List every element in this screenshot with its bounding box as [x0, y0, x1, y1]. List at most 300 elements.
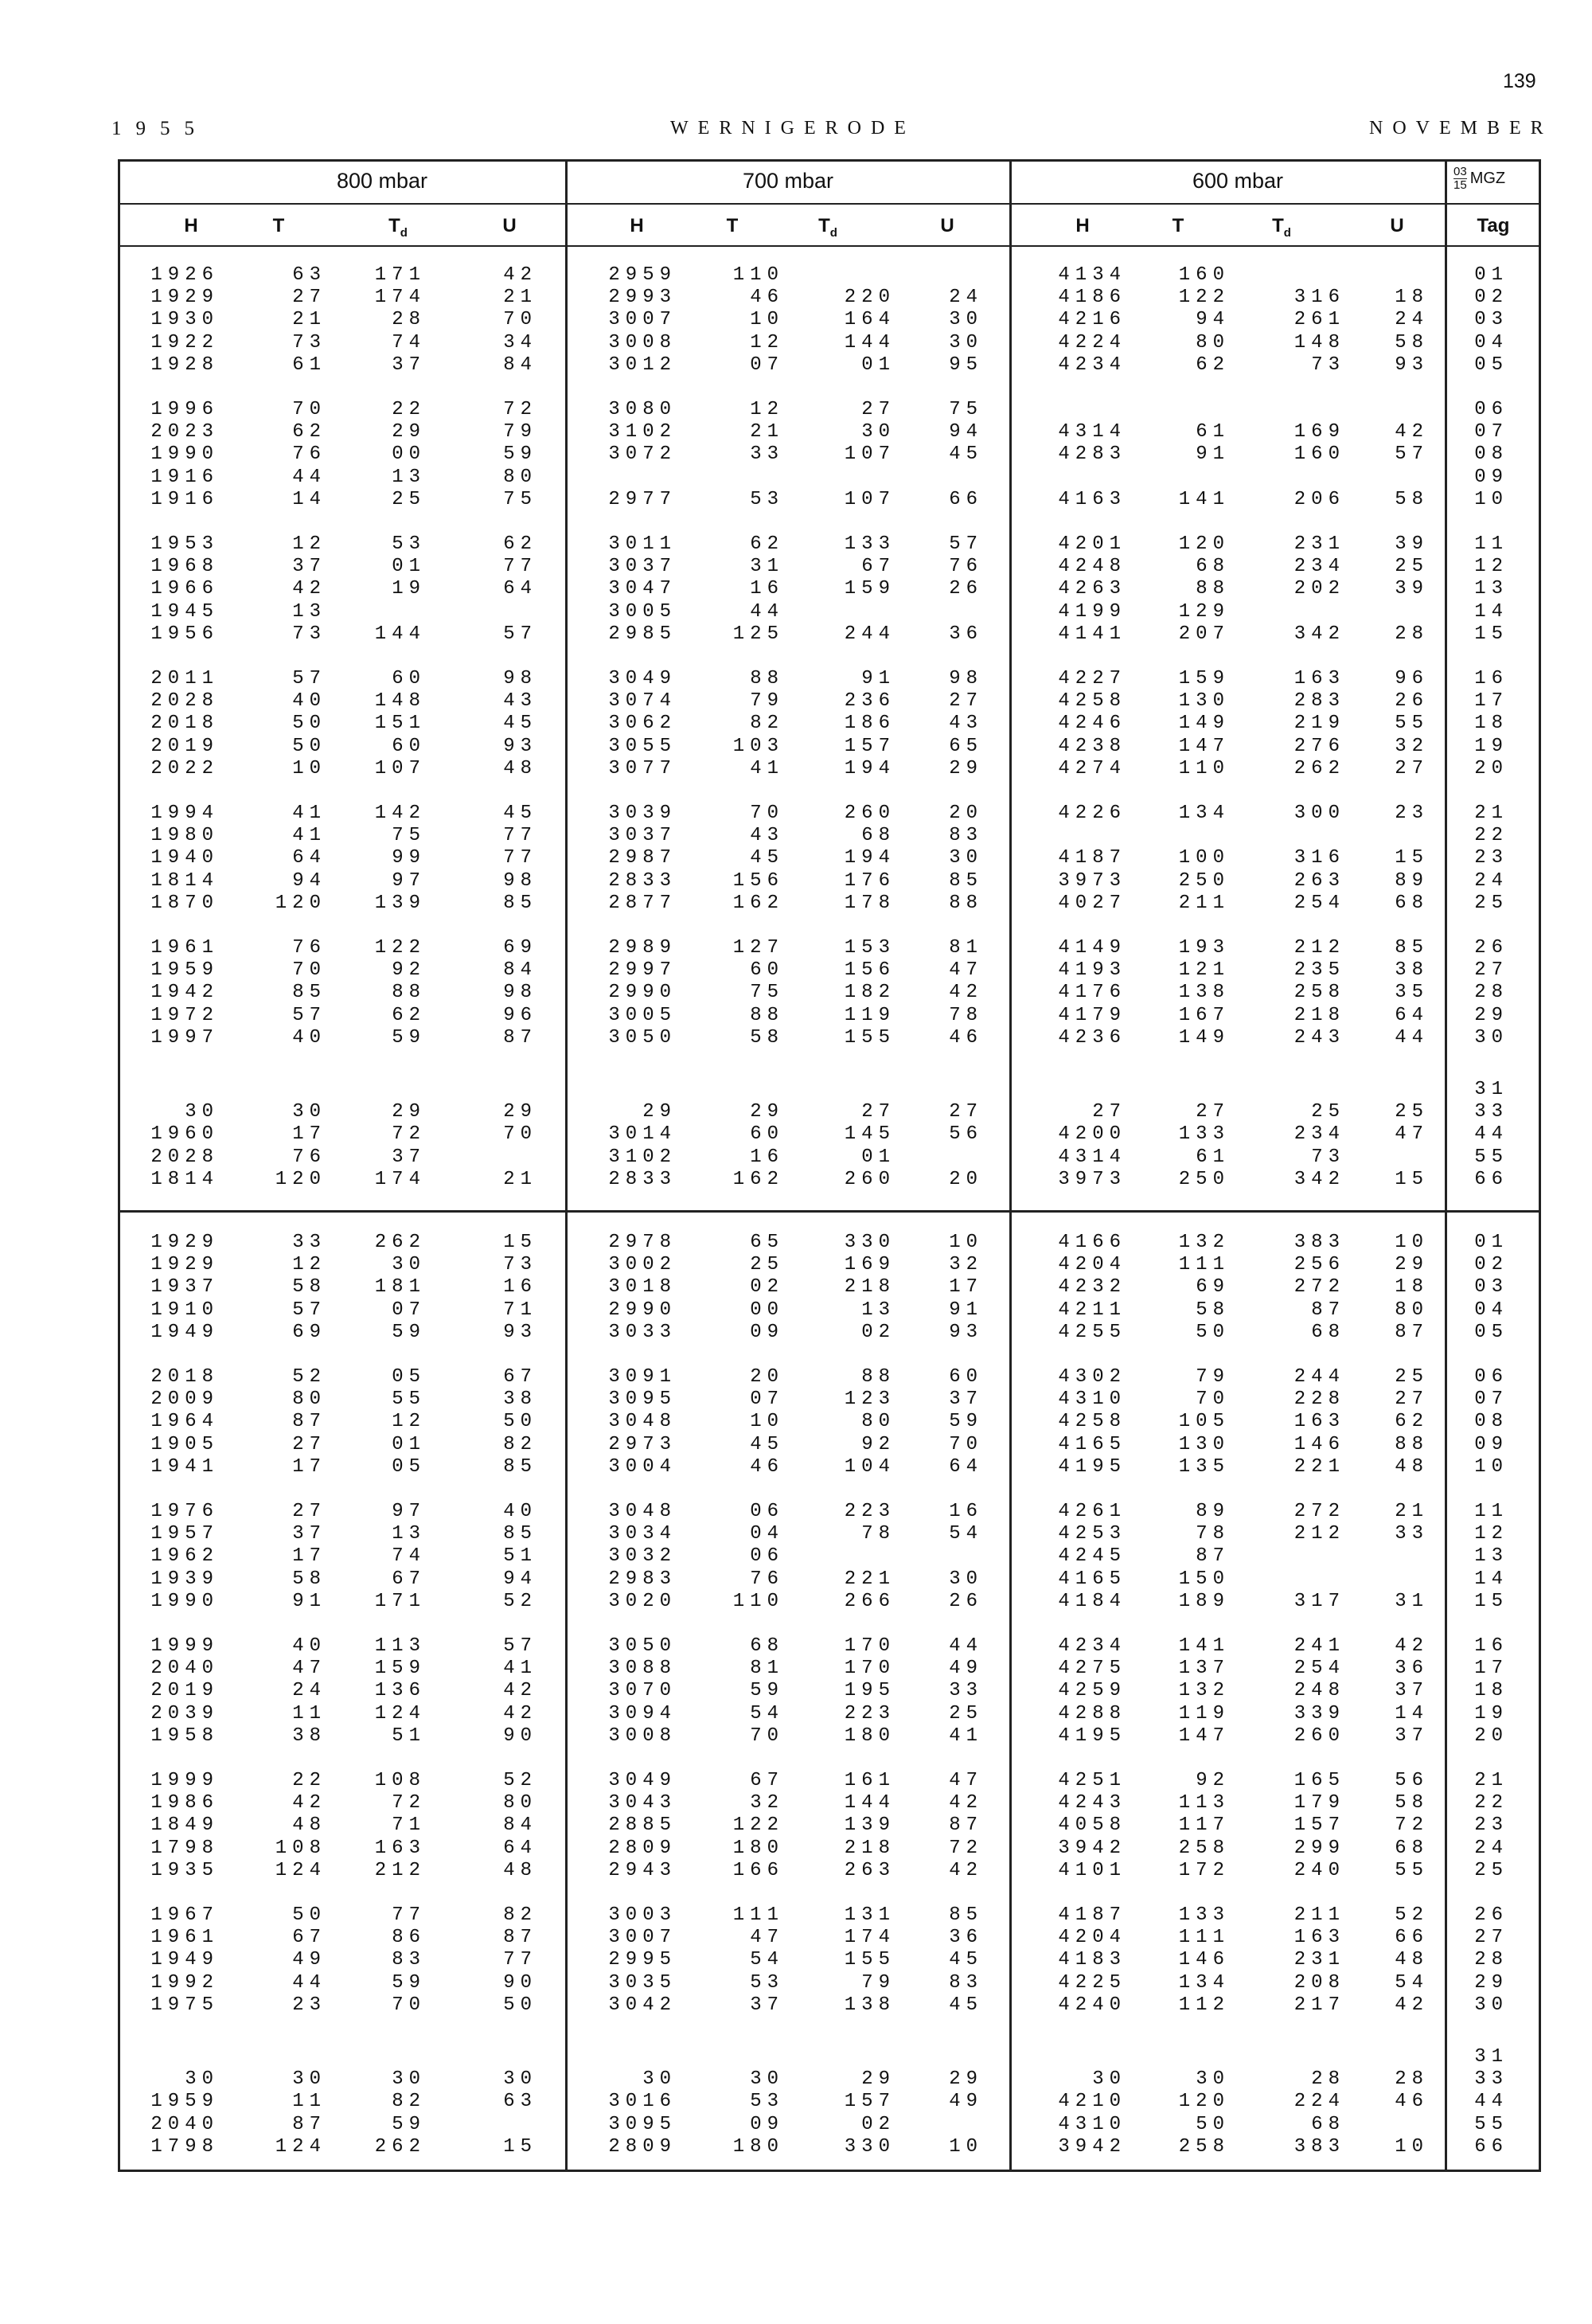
value-cell: 212 [374, 1859, 426, 1881]
value-cell: 44 [949, 1635, 983, 1657]
column-header-label: H [1075, 215, 1090, 236]
value-cell: 4240 [1058, 1994, 1126, 2016]
value-cell: 2997 [608, 959, 677, 982]
value-cell: 3011 [608, 533, 677, 555]
value-cell: 206 [1294, 488, 1345, 510]
value-cell: 99 [392, 847, 426, 869]
value-cell: 137 [1178, 1658, 1230, 1680]
value-cell: 123 [844, 1389, 896, 1411]
value-cell: 50 [1196, 1321, 1230, 1343]
value-cell: 95 [949, 353, 983, 376]
column-header [255, 215, 302, 237]
value-cell: 330 [844, 2135, 896, 2158]
value-cell: 1967 [150, 1904, 219, 1926]
value-cell: 151 [374, 713, 426, 735]
value-cell: 77 [503, 556, 537, 578]
day-cell: 05 [1474, 353, 1508, 376]
value-cell: 79 [750, 690, 784, 713]
value-cell: 189 [1178, 1590, 1230, 1612]
value-cell: 82 [750, 713, 784, 735]
value-cell: 07 [392, 1299, 426, 1321]
value-cell: 47 [1395, 1123, 1429, 1146]
value-cell: 57 [503, 1635, 537, 1657]
value-cell: 221 [844, 1568, 896, 1590]
value-cell: 52 [503, 1590, 537, 1612]
value-cell: 39 [1395, 578, 1429, 600]
value-cell: 81 [949, 937, 983, 959]
value-cell: 160 [1178, 264, 1230, 286]
value-cell: 45 [750, 1433, 784, 1455]
value-cell: 1992 [150, 1971, 219, 1994]
value-cell: 71 [392, 1814, 426, 1837]
value-cell: 164 [844, 309, 896, 331]
value-cell: 4193 [1058, 959, 1126, 982]
value-cell: 141 [1178, 488, 1230, 510]
value-cell: 24 [949, 287, 983, 309]
value-cell: 3002 [608, 1254, 677, 1276]
day-cell: 33 [1474, 2068, 1508, 2091]
value-cell: 4187 [1058, 847, 1126, 869]
value-cell: 49 [292, 1949, 326, 1971]
value-cell: 40 [292, 1026, 326, 1049]
value-cell: 223 [844, 1501, 896, 1522]
value-cell: 147 [1178, 735, 1230, 757]
value-cell: 258 [1294, 982, 1345, 1004]
value-cell: 53 [750, 2091, 784, 2113]
value-cell: 1814 [150, 869, 219, 892]
day-cell: 23 [1474, 1814, 1508, 1837]
value-cell: 4101 [1058, 1859, 1126, 1881]
value-cell: 4224 [1058, 331, 1126, 353]
value-cell: 4302 [1058, 1366, 1126, 1388]
day-cell: 12 [1474, 556, 1508, 578]
value-cell: 260 [1294, 1724, 1345, 1747]
value-cell: 88 [1395, 1433, 1429, 1455]
value-cell: 4216 [1058, 309, 1126, 331]
value-cell: 25 [392, 488, 426, 510]
value-cell: 1961 [150, 1927, 219, 1949]
day-cell: 10 [1474, 1455, 1508, 1478]
header-year: 1955 [111, 118, 209, 139]
value-cell: 70 [392, 1994, 426, 2016]
value-cell: 263 [1294, 869, 1345, 892]
value-cell: 1962 [150, 1545, 219, 1568]
value-cell: 29 [642, 1101, 677, 1123]
value-cell: 169 [844, 1254, 896, 1276]
column-header-label: U [502, 215, 517, 236]
value-cell: 57 [292, 668, 326, 689]
value-cell: 2993 [608, 287, 677, 309]
value-cell: 4314 [1058, 421, 1126, 443]
value-cell: 27 [1196, 1101, 1230, 1123]
value-cell: 87 [292, 1411, 326, 1433]
column-header [1258, 215, 1305, 240]
day-cell: 06 [1474, 1366, 1508, 1388]
header-month: NOVEMBER [1369, 118, 1553, 139]
value-cell: 1929 [150, 1232, 219, 1253]
value-cell: 02 [861, 2113, 896, 2135]
value-cell: 4211 [1058, 1299, 1126, 1321]
value-cell: 40 [503, 1501, 537, 1522]
value-cell: 17 [292, 1123, 326, 1146]
value-cell: 1928 [150, 353, 219, 376]
value-cell: 80 [503, 1792, 537, 1814]
value-cell: 88 [949, 892, 983, 914]
value-cell: 157 [1294, 1814, 1345, 1837]
column-header-label: H [184, 215, 198, 236]
value-cell: 64 [949, 1455, 983, 1478]
value-cell: 34 [503, 331, 537, 353]
value-cell: 3014 [608, 1123, 677, 1146]
value-cell: 2978 [608, 1232, 677, 1253]
value-cell: 342 [1294, 1168, 1345, 1190]
value-cell: 66 [1395, 1927, 1429, 1949]
value-cell: 4310 [1058, 1389, 1126, 1411]
value-cell: 220 [844, 287, 896, 309]
value-cell: 75 [503, 488, 537, 510]
value-cell: 212 [1294, 937, 1345, 959]
value-cell: 258 [1178, 1837, 1230, 1859]
value-cell: 3003 [608, 1904, 677, 1926]
value-cell: 24 [1395, 309, 1429, 331]
value-cell: 4263 [1058, 578, 1126, 600]
value-cell: 01 [861, 1146, 896, 1168]
value-cell: 3005 [608, 600, 677, 623]
value-cell: 3034 [608, 1523, 677, 1545]
value-cell: 3018 [608, 1276, 677, 1299]
value-cell: 63 [503, 2091, 537, 2113]
value-cell: 3039 [608, 803, 677, 824]
value-cell: 68 [1395, 892, 1429, 914]
value-cell: 142 [374, 803, 426, 824]
value-cell: 40 [292, 690, 326, 713]
value-cell: 18 [1395, 1276, 1429, 1299]
value-cell: 166 [732, 1859, 784, 1881]
value-cell: 00 [750, 1299, 784, 1321]
value-cell: 159 [1178, 668, 1230, 689]
value-cell: 4176 [1058, 982, 1126, 1004]
value-cell: 1939 [150, 1568, 219, 1590]
value-cell: 60 [750, 1123, 784, 1146]
value-cell: 1964 [150, 1411, 219, 1433]
value-cell: 12 [392, 1411, 426, 1433]
value-cell: 70 [503, 309, 537, 331]
value-cell: 83 [392, 1949, 426, 1971]
value-cell: 41 [949, 1724, 983, 1747]
day-cell: 13 [1474, 578, 1508, 600]
value-cell: 1916 [150, 488, 219, 510]
value-cell: 29 [392, 421, 426, 443]
value-cell: 159 [844, 578, 896, 600]
value-cell: 254 [1294, 892, 1345, 914]
value-cell: 1976 [150, 1501, 219, 1522]
value-cell: 1798 [150, 1837, 219, 1859]
value-cell: 254 [1294, 1658, 1345, 1680]
value-cell: 1930 [150, 309, 219, 331]
value-cell: 162 [732, 892, 784, 914]
value-cell: 19 [392, 578, 426, 600]
day-cell: 24 [1474, 869, 1508, 892]
value-cell: 41 [292, 803, 326, 824]
value-cell: 105 [1178, 1411, 1230, 1433]
value-cell: 1953 [150, 533, 219, 555]
mgz-numerator: 03 [1453, 165, 1467, 178]
value-cell: 73 [292, 623, 326, 645]
value-cell: 98 [503, 668, 537, 689]
value-cell: 174 [844, 1927, 896, 1949]
value-cell: 56 [949, 1123, 983, 1146]
value-cell: 100 [1178, 847, 1230, 869]
value-cell: 02 [750, 1276, 784, 1299]
value-cell: 63 [292, 264, 326, 286]
value-cell: 29 [503, 1101, 537, 1123]
value-cell: 3094 [608, 1702, 677, 1724]
value-cell: 130 [1178, 690, 1230, 713]
day-cell: 30 [1474, 1994, 1508, 2016]
value-cell: 4234 [1058, 353, 1126, 376]
value-cell: 27 [1395, 757, 1429, 779]
column-header-label: T [1172, 215, 1184, 236]
value-cell: 258 [1178, 2135, 1230, 2158]
value-cell: 3043 [608, 1792, 677, 1814]
value-cell: 12 [750, 399, 784, 420]
value-cell: 42 [949, 1859, 983, 1881]
value-cell: 27 [1395, 1389, 1429, 1411]
value-cell: 107 [844, 488, 896, 510]
value-cell: 78 [861, 1523, 896, 1545]
value-cell: 68 [750, 1635, 784, 1657]
value-cell: 170 [844, 1635, 896, 1657]
value-cell: 58 [292, 1568, 326, 1590]
value-cell: 77 [392, 1904, 426, 1926]
day-cell: 55 [1474, 1146, 1508, 1168]
value-cell: 145 [844, 1123, 896, 1146]
value-cell: 25 [1395, 556, 1429, 578]
value-cell: 16 [949, 1501, 983, 1522]
value-cell: 2989 [608, 937, 677, 959]
value-cell: 1922 [150, 331, 219, 353]
value-cell: 27 [292, 287, 326, 309]
value-cell: 159 [374, 1658, 426, 1680]
value-cell: 76 [750, 1568, 784, 1590]
value-cell: 72 [392, 1792, 426, 1814]
value-cell: 88 [750, 1004, 784, 1026]
day-cell: 25 [1474, 1859, 1508, 1881]
value-cell: 4255 [1058, 1321, 1126, 1343]
value-cell: 27 [861, 399, 896, 420]
value-cell: 48 [503, 757, 537, 779]
value-cell: 76 [292, 937, 326, 959]
value-cell: 83 [949, 1971, 983, 1994]
value-cell: 131 [844, 1904, 896, 1926]
value-cell: 221 [1294, 1455, 1345, 1478]
column-header-label: T [388, 215, 400, 236]
value-cell: 43 [503, 690, 537, 713]
value-cell: 4165 [1058, 1433, 1126, 1455]
value-cell: 3049 [608, 668, 677, 689]
value-cell: 236 [844, 690, 896, 713]
value-cell: 87 [1196, 1545, 1230, 1568]
value-cell: 16 [750, 578, 784, 600]
value-cell: 2977 [608, 488, 677, 510]
value-cell: 339 [1294, 1702, 1345, 1724]
value-cell: 3973 [1058, 869, 1126, 892]
value-cell: 194 [844, 757, 896, 779]
value-cell: 27 [292, 1433, 326, 1455]
day-cell: 27 [1474, 1927, 1508, 1949]
value-cell: 160 [1294, 443, 1345, 466]
value-cell: 138 [1178, 982, 1230, 1004]
day-cell: 15 [1474, 623, 1508, 645]
value-cell: 1910 [150, 1299, 219, 1321]
value-cell: 42 [949, 1792, 983, 1814]
value-cell: 97 [392, 869, 426, 892]
value-cell: 97 [392, 1501, 426, 1522]
value-cell: 3942 [1058, 1837, 1126, 1859]
value-cell: 4248 [1058, 556, 1126, 578]
value-cell: 93 [1395, 353, 1429, 376]
day-cell: 20 [1474, 757, 1508, 779]
day-cell: 01 [1474, 264, 1508, 286]
value-cell: 30 [949, 1568, 983, 1590]
value-cell: 09 [750, 1321, 784, 1343]
value-cell: 14 [1395, 1702, 1429, 1724]
value-cell: 70 [503, 1123, 537, 1146]
day-cell: 08 [1474, 443, 1508, 466]
value-cell: 4232 [1058, 1276, 1126, 1299]
value-cell: 67 [292, 1927, 326, 1949]
value-cell: 46 [1395, 2091, 1429, 2113]
value-cell: 1999 [150, 1770, 219, 1791]
value-cell: 93 [503, 1321, 537, 1343]
value-cell: 60 [949, 1366, 983, 1388]
day-cell: 23 [1474, 847, 1508, 869]
value-cell: 30 [642, 2068, 677, 2091]
value-cell: 193 [1178, 937, 1230, 959]
value-cell: 3050 [608, 1026, 677, 1049]
value-cell: 3037 [608, 556, 677, 578]
value-cell: 55 [392, 1389, 426, 1411]
value-cell: 35 [1395, 982, 1429, 1004]
value-cell: 42 [292, 578, 326, 600]
day-cell: 01 [1474, 1232, 1508, 1253]
value-cell: 156 [844, 959, 896, 982]
value-cell: 1958 [150, 1724, 219, 1747]
value-cell: 75 [392, 825, 426, 847]
day-cell: 16 [1474, 668, 1508, 689]
value-cell: 3072 [608, 443, 677, 466]
value-cell: 1870 [150, 892, 219, 914]
value-cell: 52 [292, 1366, 326, 1388]
value-cell: 88 [392, 982, 426, 1004]
value-cell: 132 [1178, 1680, 1230, 1702]
value-cell: 1959 [150, 959, 219, 982]
value-cell: 82 [503, 1904, 537, 1926]
day-cell: 31 [1474, 2046, 1508, 2068]
value-cell: 112 [1178, 1994, 1230, 2016]
value-cell: 4195 [1058, 1455, 1126, 1478]
value-cell: 163 [374, 1837, 426, 1859]
value-cell: 4226 [1058, 803, 1126, 824]
value-cell: 89 [1196, 1501, 1230, 1522]
value-cell: 85 [949, 869, 983, 892]
value-cell: 44 [750, 600, 784, 623]
day-cell: 02 [1474, 1254, 1508, 1276]
value-cell: 4058 [1058, 1814, 1126, 1837]
value-cell: 61 [1196, 421, 1230, 443]
value-cell: 02 [861, 1321, 896, 1343]
value-cell: 43 [949, 713, 983, 735]
value-cell: 262 [374, 1232, 426, 1253]
value-cell: 30 [392, 1254, 426, 1276]
value-cell: 2985 [608, 623, 677, 645]
value-cell: 3088 [608, 1658, 677, 1680]
value-cell: 3007 [608, 1927, 677, 1949]
value-cell: 3095 [608, 2113, 677, 2135]
mgz-denominator: 15 [1453, 178, 1467, 192]
value-cell: 82 [392, 2091, 426, 2113]
value-cell: 10 [292, 757, 326, 779]
value-cell: 3008 [608, 1724, 677, 1747]
value-cell: 299 [1294, 1837, 1345, 1859]
value-cell: 330 [844, 1232, 896, 1253]
value-cell: 15 [1395, 1168, 1429, 1190]
value-cell: 169 [1294, 421, 1345, 443]
value-cell: 4183 [1058, 1949, 1126, 1971]
value-cell: 108 [374, 1770, 426, 1791]
value-cell: 80 [503, 466, 537, 488]
value-cell: 1975 [150, 1994, 219, 2016]
value-cell: 211 [1178, 892, 1230, 914]
column-header-label: T [818, 215, 830, 236]
value-cell: 2833 [608, 869, 677, 892]
value-cell: 33 [949, 1680, 983, 1702]
value-cell: 45 [949, 443, 983, 466]
value-cell: 2040 [150, 2113, 219, 2135]
value-cell: 37 [292, 1523, 326, 1545]
value-cell: 171 [374, 264, 426, 286]
value-cell: 2028 [150, 690, 219, 713]
value-cell: 4200 [1058, 1123, 1126, 1146]
column-header [708, 215, 756, 237]
value-cell: 120 [1178, 533, 1230, 555]
value-cell: 208 [1294, 1971, 1345, 1994]
mgz-text: MGZ [1469, 169, 1506, 187]
value-cell: 88 [750, 668, 784, 689]
value-cell: 107 [844, 443, 896, 466]
day-cell: 15 [1474, 1590, 1508, 1612]
value-cell: 67 [750, 1770, 784, 1791]
value-cell: 23 [292, 1994, 326, 2016]
value-cell: 113 [374, 1635, 426, 1657]
column-header [804, 215, 852, 240]
value-cell: 32 [750, 1792, 784, 1814]
value-cell: 4283 [1058, 443, 1126, 466]
value-cell: 300 [1294, 803, 1345, 824]
value-cell: 223 [844, 1702, 896, 1724]
day-cell: 28 [1474, 1949, 1508, 1971]
value-cell: 27 [949, 690, 983, 713]
value-cell: 06 [750, 1501, 784, 1522]
value-cell: 1996 [150, 399, 219, 420]
value-cell: 30 [949, 309, 983, 331]
value-cell: 51 [503, 1545, 537, 1568]
mgz-fraction [1453, 166, 1467, 192]
day-cell: 10 [1474, 488, 1508, 510]
value-cell: 2019 [150, 735, 219, 757]
value-cell: 48 [1395, 1949, 1429, 1971]
value-cell: 93 [503, 735, 537, 757]
